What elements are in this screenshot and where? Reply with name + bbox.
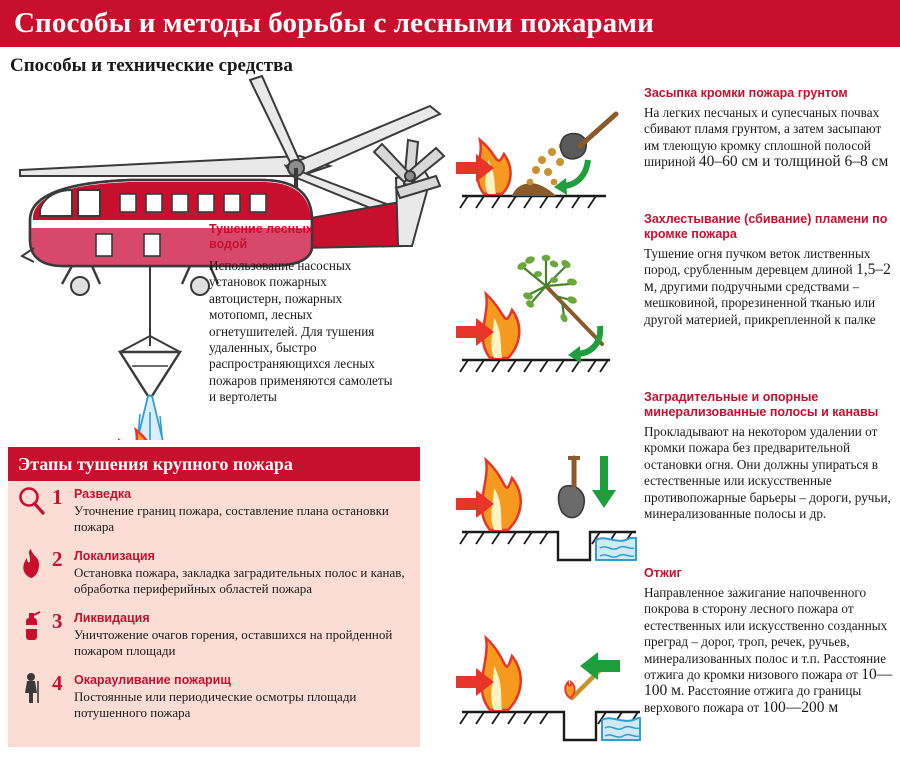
block-beating-body-tail: , другими подручными средствами – мешковиной, прорезиненной тканью или другой материей, прикрепленной к палке (644, 278, 876, 327)
block-backfire-body (644, 585, 900, 716)
block-beating-body-emphasis: 1,5–2 м (644, 261, 891, 295)
block-soil-body-text: На легких песчаных и супесчаных почвах сбивают пламя грунтом, а затем засыпают им тлеющую кромку сплошной полосой шириной (644, 105, 882, 170)
block-soil-body (644, 105, 896, 171)
block-backfire-body-tail: . Расстояние отжига до границы верхового пожара от (644, 683, 862, 715)
stage-item-3 (8, 605, 420, 667)
firefighter-icon (16, 671, 46, 705)
page-title: Способы и методы борьбы с лесными пожарами (14, 7, 654, 39)
illustration-fire-with-ditch (450, 420, 645, 570)
illustration-fire-with-shovel-soil (450, 100, 645, 220)
stage-number-2: 2 (52, 547, 63, 571)
stage-name-1: Разведка (74, 487, 132, 501)
block-backfire-body-text: Направленное зажигание напочвенного покрова в сторону лесного пожара от естественных или искусственно созданных преград – дорог, троп, речек, ручьев, минерализованных полос и т.п. Расстояние отжига до кромки низового пожара от (644, 585, 888, 683)
stage-name-3: Ликвидация (74, 611, 150, 625)
extinguisher-icon (16, 609, 46, 643)
block-strips-body: Прокладывают на некотором удалении от кромки пожара без предварительной остановки огня. Они должны упираться в естественные или искусственные противопожарные барьеры – дороги, ручьи, минерализованные полосы и др. (644, 424, 891, 522)
block-backfire-body-emphasis-1: 10—100 м (644, 666, 893, 700)
block-water-heading: Тушение лесных пожаров водой (209, 222, 371, 251)
block-mineralized-strips (644, 390, 900, 522)
block-beating-body (644, 246, 896, 328)
block-backfire-body-emphasis-2: 100—200 м (762, 698, 839, 716)
stage-number-3: 3 (52, 609, 63, 633)
stage-item-1 (8, 481, 420, 543)
stage-name-4: Окарауливание пожарищ (74, 673, 231, 687)
block-water-body: Использование насосных установок пожарных автоцистерн, пожарных мотопомп, лесных огнетушителей. Для тушения удаленных, быстро распространяющихся лесных пожаров применяются самолеты и вертолеты (209, 258, 393, 405)
block-beating-body-text: Тушение огня пучком веток лиственных пород, срубленным деревцем длиной (644, 246, 871, 278)
stage-item-4 (8, 667, 420, 729)
block-soil-body-emphasis: 40–60 см и толщиной 6–8 см (698, 153, 889, 171)
block-soil-heading: Засыпка кромки пожара грунтом (644, 86, 848, 100)
stage-desc-3: Уничтожение очагов горения, оставшихся на пройденной пожаром площади (74, 627, 393, 658)
flame-icon (16, 547, 46, 581)
block-beating-flames (644, 212, 896, 328)
block-water-extinguishing (209, 222, 394, 406)
stage-desc-2: Остановка пожара, закладка заградительных полос и канав, обработка периферийных областей пожара (74, 565, 405, 596)
block-beating-heading: Захлестывание (сбивание) пламени по кромке пожара (644, 212, 888, 241)
stages-heading: Этапы тушения крупного пожара (8, 447, 420, 481)
illustration-fire-with-torch (450, 600, 645, 750)
stage-number-1: 1 (52, 485, 63, 509)
block-backfire-heading: Отжиг (644, 566, 682, 580)
block-backfire (644, 566, 900, 716)
section-title-methods: Способы и технические средства (10, 55, 293, 76)
stage-desc-1: Уточнение границ пожара, составление плана остановки пожара (74, 503, 389, 534)
magnifier-icon (16, 485, 46, 519)
stages-panel (8, 447, 420, 747)
stage-name-2: Локализация (74, 549, 155, 563)
illustration-fire-with-branch (450, 240, 645, 385)
block-strips-heading: Заградительные и опорные минерализованные полосы и канавы (644, 390, 879, 419)
stage-item-2 (8, 543, 420, 605)
page-header (0, 0, 900, 47)
stage-desc-4: Постоянные или периодические осмотры площади потушенного пожара (74, 689, 357, 720)
block-soil-burial (644, 86, 896, 171)
stage-number-4: 4 (52, 671, 63, 695)
